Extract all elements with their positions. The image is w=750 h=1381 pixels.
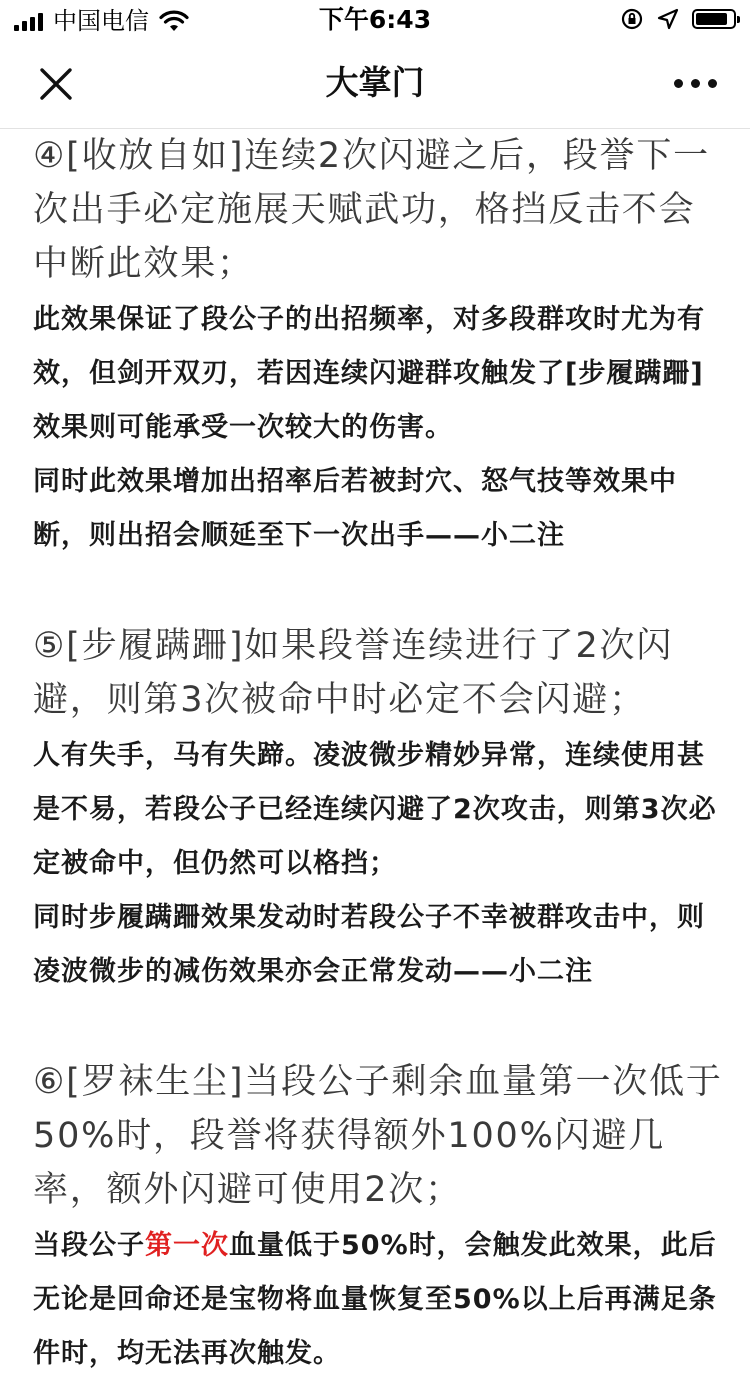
more-dot [674,79,683,88]
article-body [33,129,723,1381]
more-dot [691,79,700,88]
more-dot [708,79,717,88]
status-time: 下午6:43 [318,5,432,34]
page-title: 大掌门 [325,63,425,102]
location-icon [656,7,680,31]
section-5-note-2: 同时步履蹒跚效果发动时若段公子不幸被群攻击中，则凌波微步的减伤效果亦会正常发动——小二注 [33,902,705,987]
section-5-note-1: 人有失手，马有失蹄。凌波微步精妙异常，连续使用甚是不易，若段公子已经连续闪避了2次攻击，则第3次必定被命中，但仍然可以格挡； [33,740,717,879]
section-6-note [33,1219,723,1381]
nav-bar [0,40,750,129]
section-4-note-2: 同时此效果增加出招率后若被封穴、怒气技等效果中断，则出招会顺延至下一次出手——小二注 [33,466,677,551]
battery-nub [737,16,740,23]
carrier-label: 中国电信 [53,7,149,35]
section-4-note-1: 此效果保证了段公子的出招频率，对多段群攻时尤为有效，但剑开双刃，若因连续闪避群攻触发了[步履蹒跚]效果则可能承受一次较大的伤害。 [33,304,705,443]
section-6-note-suffix: 血量低于50%时，会触发此效果，此后无论是回命还是宝物将血量恢复至50%以上后再满足条件时，均无法再次触发。 [33,1230,717,1369]
status-bar [0,0,750,40]
battery-fill [696,13,727,25]
section-6-note-prefix: 当段公子 [33,1230,145,1261]
section-5-title: ⑤[步履蹒跚]如果段誉连续进行了2次闪避，则第3次被命中时必定不会闪避； [33,626,674,720]
section-6-note-highlight: 第一次 [145,1230,229,1261]
battery-icon [692,9,736,29]
section-4-title: ④[收放自如]连续2次闪避之后，段誉下一次出手必定施展天赋武功，格挡反击不会中断此效果； [33,136,710,284]
section-6-title: ⑥[罗袜生尘]当段公子剩余血量第一次低于50%时，段誉将获得额外100%闪避几率，额外闪避可使用2次； [33,1062,723,1210]
rotation-lock-icon [620,7,644,31]
more-icon[interactable] [674,73,720,93]
status-right [620,7,736,31]
